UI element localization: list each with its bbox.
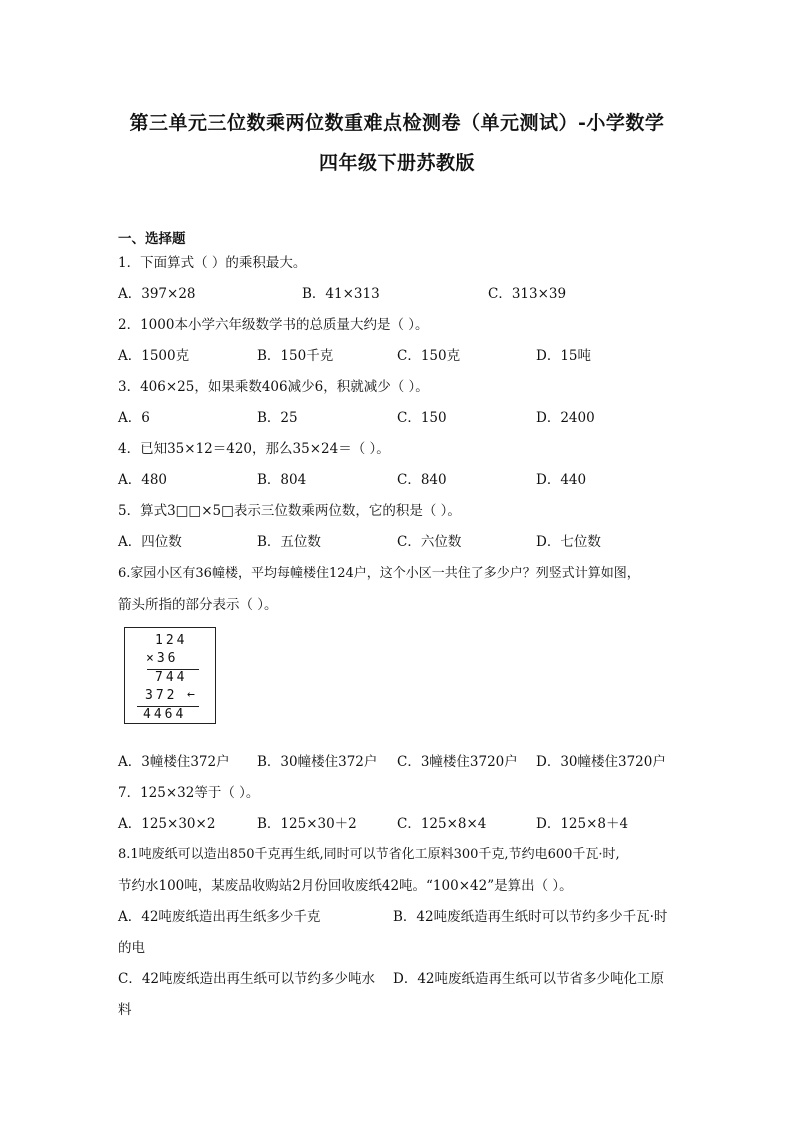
question-3-option-a: A．6 (118, 410, 150, 426)
section-heading: 一、选择题 (118, 231, 186, 247)
question-1-stem: 1．下面算式（ ）的乘积最大。 (118, 255, 307, 271)
arrow-left-icon: ← (187, 687, 195, 702)
question-2-options (118, 344, 688, 362)
question-4-options (118, 468, 688, 486)
question-6-option-c: C．3幢楼住3720户 (397, 754, 518, 770)
question-6-option-d: D．30幢楼住3720户 (536, 754, 666, 770)
question-4-option-c: C．840 (397, 472, 447, 488)
question-6-stem-line2: 箭头所指的部分表示（ ）。 (118, 597, 278, 613)
question-3-stem: 3．406×25，如果乘数406减少6，积就减少（ ）。 (118, 379, 429, 395)
calc-partial-product-2: 372 (145, 688, 178, 703)
question-8-option-a: A．42吨废纸造出再生纸多少千克 (118, 909, 321, 925)
question-1-option-a: A．397×28 (118, 286, 196, 302)
question-2-option-c: C．150克 (397, 348, 461, 364)
question-5-stem: 5．算式3□□×5□表示三位数乘两位数，它的积是（ ）。 (118, 503, 461, 519)
page-title-line2: 四年级下册苏教版 (318, 152, 475, 174)
question-2-stem: 2．1000本小学六年级数学书的总质量大约是（ ）。 (118, 317, 429, 333)
question-7-stem: 7．125×32等于（ ）。 (118, 785, 260, 801)
question-2-option-d: D．15吨 (536, 348, 592, 364)
calc-multiplier: ×36 (146, 651, 179, 666)
question-6-option-b: B．30幢楼住372户 (257, 754, 378, 770)
question-8-options-row2 (118, 967, 688, 985)
vertical-multiplication-figure (124, 627, 216, 724)
question-4-stem: 4．已知35×12＝420，那么35×24＝（ ）。 (118, 441, 390, 457)
question-8-option-d-line1: D．42吨废纸造再生纸可以节省多少吨化工原 (393, 971, 665, 987)
question-6-options (118, 750, 688, 768)
question-8-stem-line1: 8.1吨废纸可以造出850千克再生纸,同时可以节省化工原料300千克,节约电600千瓦·时, (118, 847, 620, 862)
question-5-option-a: A．四位数 (118, 534, 182, 550)
question-7-option-a: A．125×30×2 (118, 816, 216, 832)
question-7-option-b: B．125×30＋2 (257, 816, 357, 832)
question-8-stem-line2: 节约水100吨，某废品收购站2月份回收废纸42吨。“100×42”是算出（ ）。 (118, 878, 573, 894)
question-4-option-b: B．804 (257, 472, 307, 488)
question-4-option-d: D．440 (536, 472, 587, 488)
question-2-option-a: A．1500克 (118, 348, 190, 364)
question-7-options (118, 812, 688, 830)
question-8-option-c: C．42吨废纸造出再生纸可以节约多少吨水 (118, 971, 376, 987)
question-2-option-b: B．150千克 (257, 348, 334, 364)
question-4-option-a: A．480 (118, 472, 168, 488)
question-8-options-row1 (118, 905, 688, 923)
calc-partial-product-1: 744 (155, 670, 188, 685)
calc-product: 4464 (143, 707, 187, 722)
question-1-option-c: C．313×39 (488, 286, 567, 302)
question-1-option-b: B．41×313 (302, 286, 380, 302)
calc-multiplicand: 124 (155, 633, 188, 648)
question-5-option-d: D．七位数 (536, 534, 601, 550)
question-8-option-b-line1: B．42吨废纸造再生纸时可以节约多少千瓦·时 (393, 909, 668, 925)
question-8-option-d-line2: 料 (118, 1002, 132, 1018)
question-3-option-c: C．150 (397, 410, 447, 426)
question-5-option-b: B．五位数 (257, 534, 321, 550)
question-7-option-c: C．125×8×4 (397, 816, 487, 832)
page-title-line1: 第三单元三位数乘两位数重难点检测卷（单元测试）-小学数学 (129, 112, 665, 134)
question-6-stem-line1: 6.家园小区有36幢楼，平均每幢楼住124户，这个小区一共住了多少户？列竖式计算如图， (118, 566, 640, 581)
question-7-option-d: D．125×8＋4 (536, 816, 629, 832)
question-5-option-c: C．六位数 (397, 534, 462, 550)
question-3-option-d: D．2400 (536, 410, 595, 426)
question-3-options (118, 406, 688, 424)
question-5-options (118, 530, 688, 548)
question-8-option-b-line2: 的电 (118, 940, 145, 956)
question-1-options (118, 282, 688, 300)
question-6-option-a: A．3幢楼住372户 (118, 754, 230, 770)
question-3-option-b: B．25 (257, 410, 298, 426)
